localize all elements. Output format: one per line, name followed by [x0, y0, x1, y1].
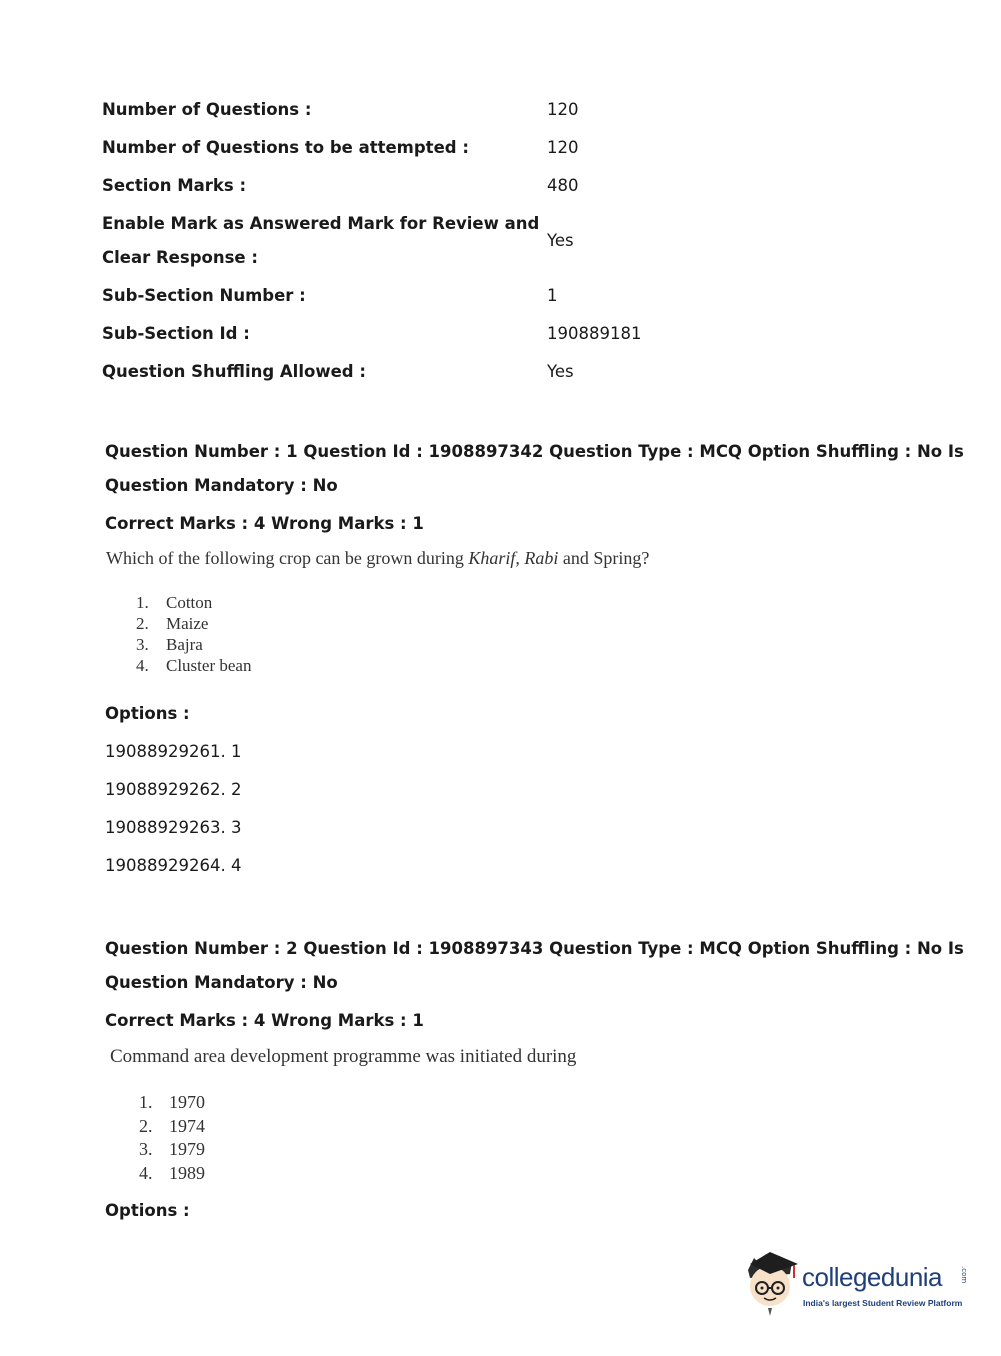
list-item: 1. Cotton — [136, 593, 213, 612]
option-item: 19088929264. 4 — [105, 856, 242, 875]
question-header-line2: Question Mandatory : No — [105, 973, 338, 992]
shuffling-label: Question Shuffling Allowed : — [102, 362, 366, 381]
question-text: Command area development programme was initiated during — [110, 1046, 577, 1067]
mascot-icon — [740, 1248, 802, 1318]
list-item: 4. Cluster bean — [136, 656, 252, 675]
options-label: Options : — [105, 704, 190, 723]
logo-tagline: India's largest Student Review Platform — [803, 1298, 963, 1308]
option-item: 19088929262. 2 — [105, 780, 242, 799]
num-questions-label: Number of Questions : — [102, 100, 312, 119]
num-questions-value: 120 — [547, 100, 579, 119]
section-marks-label: Section Marks : — [102, 176, 247, 195]
num-attempt-label: Number of Questions to be attempted : — [102, 138, 469, 157]
option-item: 19088929261. 1 — [105, 742, 242, 761]
sub-section-id-label: Sub-Section Id : — [102, 324, 250, 343]
logo-suffix: .com — [960, 1266, 968, 1284]
logo-wordmark: collegedunia — [802, 1262, 943, 1292]
list-item: 4. 1989 — [139, 1162, 205, 1183]
list-item: 3. 1979 — [139, 1139, 205, 1159]
section-marks-value: 480 — [547, 176, 579, 195]
question-text: Which of the following crop can be grown during Kharif, Rabi and Spring? — [106, 548, 650, 568]
sub-section-id-value: 190889181 — [547, 324, 642, 343]
enable-mark-label-line2: Clear Response : — [102, 248, 258, 267]
choice-list — [136, 592, 251, 676]
question-header-line1: Question Number : 1 Question Id : 1908897342 Question Type : MCQ Option Shuffling : No Is — [105, 442, 964, 461]
enable-mark-value: Yes — [547, 231, 574, 250]
shuffling-value: Yes — [547, 362, 574, 381]
question-header-line1: Question Number : 2 Question Id : 1908897343 Question Type : MCQ Option Shuffling : No Is — [105, 939, 964, 958]
list-item: 1. 1970 — [139, 1092, 205, 1112]
options-label: Options : — [105, 1201, 190, 1220]
option-item: 19088929263. 3 — [105, 818, 242, 837]
choice-list — [139, 1092, 205, 1186]
list-item: 2. Maize — [136, 614, 209, 633]
enable-mark-label-line1: Enable Mark as Answered Mark for Review and — [102, 214, 540, 233]
list-item: 3. Bajra — [136, 635, 203, 654]
collegedunia-logo — [740, 1248, 970, 1318]
sub-section-number-label: Sub-Section Number : — [102, 286, 306, 305]
question-header-line2: Question Mandatory : No — [105, 476, 338, 495]
question-marks: Correct Marks : 4 Wrong Marks : 1 — [105, 514, 424, 533]
question-marks: Correct Marks : 4 Wrong Marks : 1 — [105, 1011, 424, 1030]
sub-section-number-value: 1 — [547, 286, 558, 305]
num-attempt-value: 120 — [547, 138, 579, 157]
list-item: 2. 1974 — [139, 1115, 205, 1136]
